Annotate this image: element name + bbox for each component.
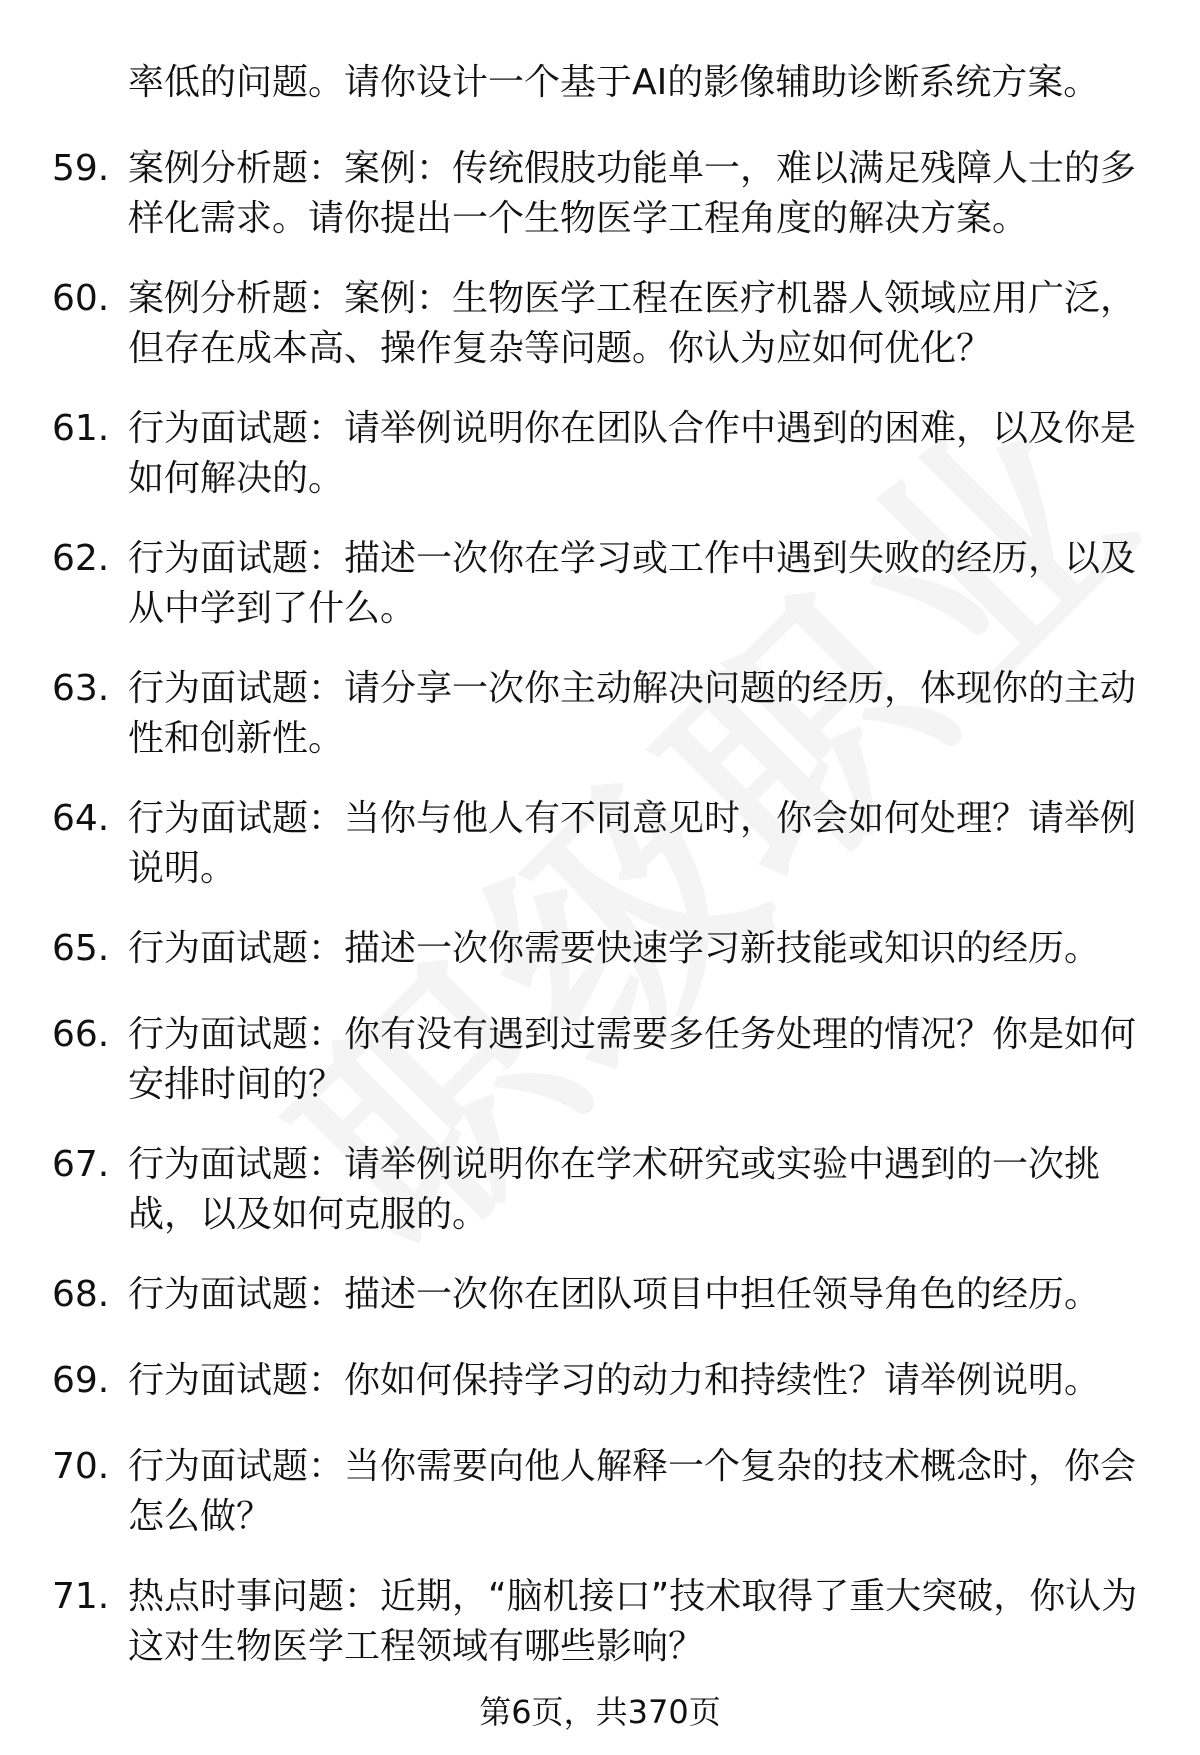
question-item [0,144,1200,274]
question-item [0,1010,1200,1140]
page-footer: 第6页，共370页 [479,1693,721,1731]
question-item [0,534,1200,664]
question-item [0,1442,1200,1572]
question-text: 案例分析题：案例：生物医学工程在医疗机器人领域应用广泛，但存在成本高、操作复杂等问题。你认为应如何优化？ [128,278,1137,369]
question-number: 70. [52,1446,110,1487]
question-number: 60. [52,278,110,319]
question-number: 71. [52,1576,110,1617]
question-number: 62. [52,538,110,579]
question-list [0,144,1200,1702]
question-number: 67. [52,1144,110,1185]
question-text: 行为面试题：请分享一次你主动解决问题的经历，体现你的主动性和创新性。 [128,668,1137,759]
question-text: 行为面试题：你有没有遇到过需要多任务处理的情况？你是如何安排时间的？ [128,1014,1137,1105]
question-text: 行为面试题：当你与他人有不同意见时，你会如何处理？请举例说明。 [128,798,1137,889]
question-number: 66. [52,1014,110,1055]
question-text: 行为面试题：描述一次你在团队项目中担任领导角色的经历。 [128,1274,1101,1315]
question-text: 行为面试题：描述一次你在学习或工作中遇到失败的经历，以及从中学到了什么。 [128,538,1137,629]
question-number: 69. [52,1360,110,1401]
question-text: 行为面试题：请举例说明你在团队合作中遇到的困难，以及你是如何解决的。 [128,408,1137,499]
question-item [0,1140,1200,1270]
question-number: 63. [52,668,110,709]
question-item [0,924,1200,1010]
question-number: 59. [52,148,110,189]
question-number: 68. [52,1274,110,1315]
question-text: 案例分析题：案例：传统假肢功能单一，难以满足残障人士的多样化需求。请你提出一个生物医学工程角度的解决方案。 [128,148,1137,239]
question-item [0,1572,1200,1702]
question-text: 行为面试题：请举例说明你在学术研究或实验中遇到的一次挑战，以及如何克服的。 [128,1144,1101,1235]
question-number: 64. [52,798,110,839]
question-item [0,1356,1200,1442]
question-text: 热点时事问题：近期，“脑机接口”技术取得了重大突破，你认为这对生物医学工程领域有哪些影响？ [128,1576,1138,1667]
question-text: 行为面试题：当你需要向他人解释一个复杂的技术概念时，你会怎么做？ [128,1446,1137,1537]
question-number: 61. [52,408,110,449]
question-item [0,1270,1200,1356]
question-item [0,664,1200,794]
question-item [0,404,1200,534]
question-number: 65. [52,928,110,969]
question-item [0,274,1200,404]
continuation-text: 率低的问题。请你设计一个基于AI的影像辅助诊断系统方案。 [128,62,1100,103]
question-text: 行为面试题：描述一次你需要快速学习新技能或知识的经历。 [128,928,1101,969]
question-text: 行为面试题：你如何保持学习的动力和持续性？请举例说明。 [128,1360,1101,1401]
question-item [0,794,1200,924]
